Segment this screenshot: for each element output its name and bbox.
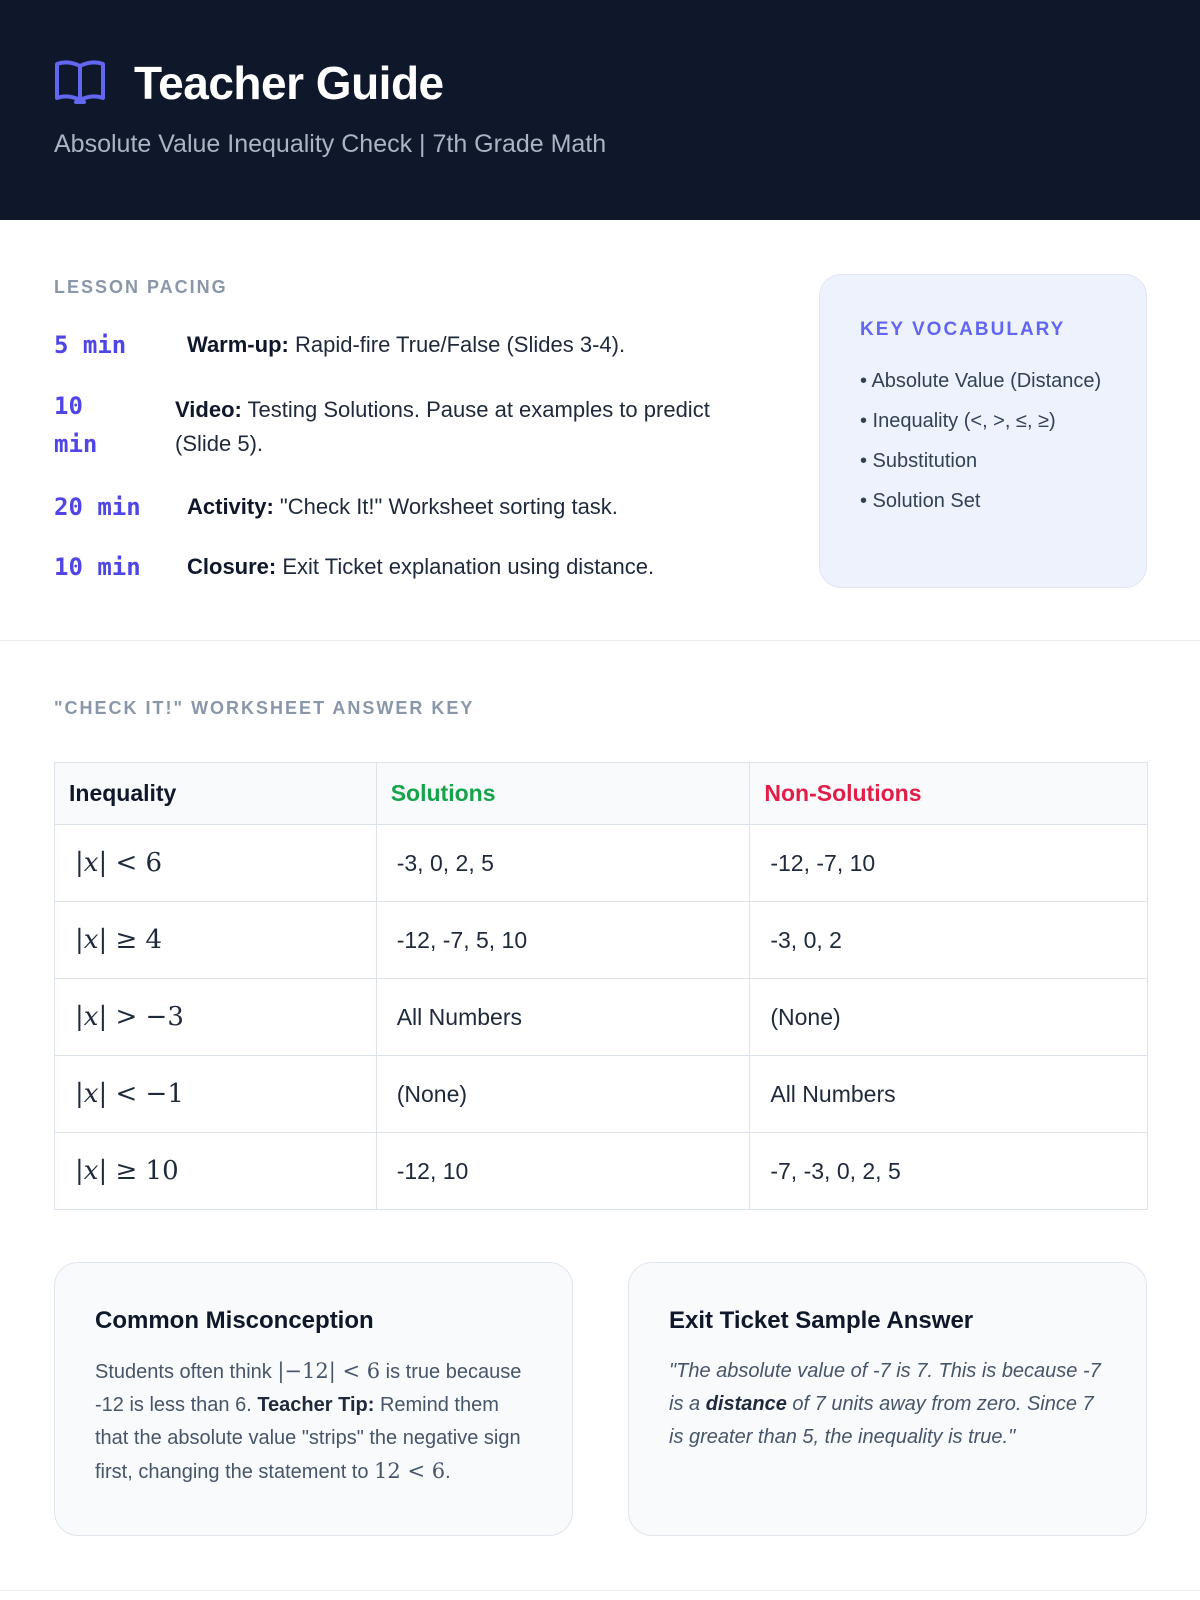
pacing-label: LESSON PACING bbox=[54, 277, 228, 297]
pacing-description: Closure: Exit Ticket explanation using distance. bbox=[187, 554, 655, 579]
vocabulary-item: • Absolute Value (Distance) bbox=[860, 370, 1102, 392]
header-solutions: Solutions bbox=[376, 763, 750, 825]
misconception-text: Students often think |−12| < 6 is true because -12 is less than 6. Teacher Tip: Remind them that the absolute value "strips" the negative sign first, changing the statement to 12 < 6. bbox=[95, 1359, 522, 1483]
vocabulary-label: KEY VOCABULARY bbox=[860, 319, 1066, 340]
non-solutions-cell: -3, 0, 2 bbox=[750, 902, 1148, 979]
pacing-description: Warm-up: Rapid-fire True/False (Slides 3-4). bbox=[187, 332, 626, 357]
inequality-cell: |x| < 6 bbox=[55, 825, 377, 902]
solutions-cell: All Numbers bbox=[376, 979, 750, 1056]
inequality-cell: |x| < −1 bbox=[55, 1056, 377, 1133]
vocabulary-item: • Substitution bbox=[860, 450, 978, 472]
header-non-solutions: Non-Solutions bbox=[750, 763, 1148, 825]
pacing-time: 10 min bbox=[54, 392, 98, 458]
pacing-time: 20 min bbox=[54, 493, 141, 521]
solutions-cell: -3, 0, 2, 5 bbox=[376, 825, 750, 902]
table-row bbox=[55, 902, 1148, 979]
misconception-card bbox=[54, 1262, 573, 1536]
table-header-row bbox=[55, 763, 1148, 825]
exit-ticket-title: Exit Ticket Sample Answer bbox=[669, 1307, 974, 1334]
pacing-time: 5 min bbox=[54, 331, 127, 359]
answer-key-table bbox=[54, 762, 1148, 1210]
solutions-cell: -12, -7, 5, 10 bbox=[376, 902, 750, 979]
pacing-description: Activity: "Check It!" Worksheet sorting task. bbox=[187, 494, 618, 519]
vocabulary-card bbox=[819, 274, 1147, 588]
header-banner bbox=[0, 0, 1200, 220]
vocabulary-item: • Solution Set bbox=[860, 490, 981, 512]
table-row bbox=[55, 979, 1148, 1056]
inequality-cell: |x| > −3 bbox=[55, 979, 377, 1056]
misconception-title: Common Misconception bbox=[95, 1307, 374, 1334]
solutions-cell: -12, 10 bbox=[376, 1133, 750, 1210]
inequality-cell: |x| ≥ 10 bbox=[55, 1133, 377, 1210]
non-solutions-cell: -12, -7, 10 bbox=[750, 825, 1148, 902]
exit-ticket-answer: "The absolute value of -7 is 7. This is because -7 is a distance of 7 units away from zero. Since 7 is greater than 5, the inequality is true." bbox=[669, 1360, 1101, 1448]
table-row bbox=[55, 1056, 1148, 1133]
non-solutions-cell: All Numbers bbox=[750, 1056, 1148, 1133]
non-solutions-cell: -7, -3, 0, 2, 5 bbox=[750, 1133, 1148, 1210]
pacing-time: 10 min bbox=[54, 553, 141, 581]
solutions-cell: (None) bbox=[376, 1056, 750, 1133]
pacing-description: Video: Testing Solutions. Pause at examples to predict (Slide 5). bbox=[175, 397, 710, 456]
inequality-cell: |x| ≥ 4 bbox=[55, 902, 377, 979]
table-row bbox=[55, 1133, 1148, 1210]
exit-ticket-card bbox=[628, 1262, 1147, 1536]
non-solutions-cell: (None) bbox=[750, 979, 1148, 1056]
page-title: Teacher Guide bbox=[134, 57, 444, 109]
answer-key-label: "CHECK IT!" WORKSHEET ANSWER KEY bbox=[54, 698, 475, 718]
vocabulary-list bbox=[860, 367, 1101, 527]
section-divider bbox=[0, 640, 1200, 641]
page-subtitle: Absolute Value Inequality Check | 7th Grade Math bbox=[54, 130, 607, 158]
table-row bbox=[55, 825, 1148, 902]
book-icon bbox=[54, 60, 106, 106]
section-divider bbox=[0, 1590, 1200, 1591]
header-inequality: Inequality bbox=[55, 763, 377, 825]
vocabulary-item: • Inequality (<, >, ≤, ≥) bbox=[860, 410, 1056, 432]
